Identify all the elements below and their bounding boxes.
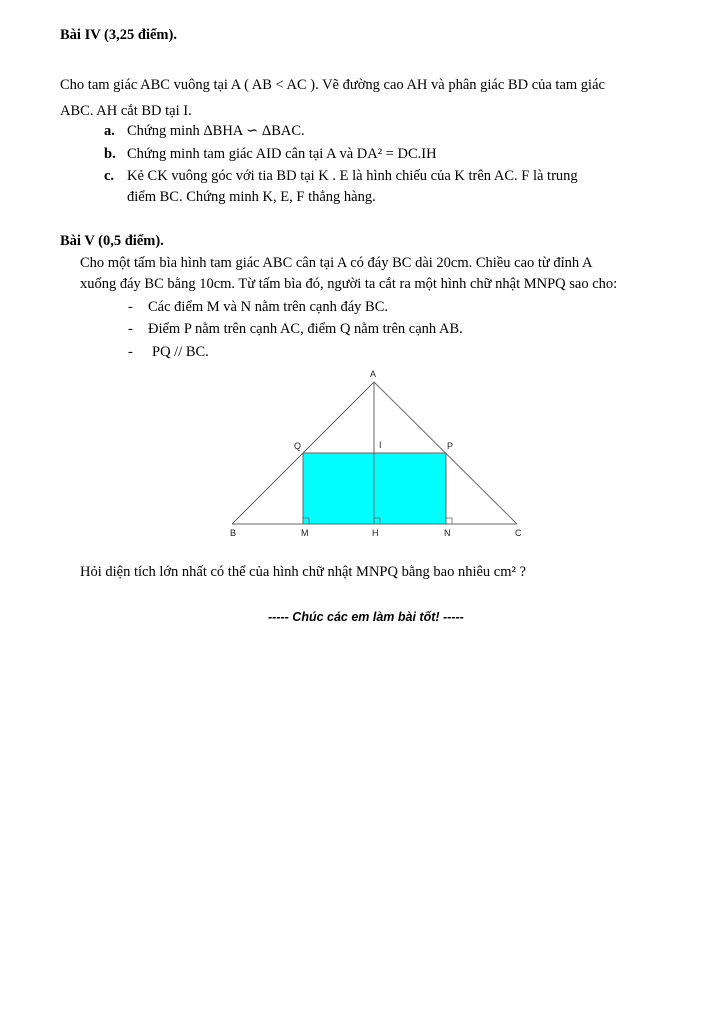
bai4-c-text-line2: điểm BC. Chứng minh K, E, F thẳng hàng. xyxy=(127,189,376,205)
bullet-dash: - xyxy=(128,344,133,360)
label-c: C xyxy=(515,528,522,538)
bai4-intro-line1: Cho tam giác ABC vuông tại A ( AB < AC ). Vẽ đường cao AH và phân giác BD của tam giác xyxy=(60,77,605,93)
bai5-line1: Cho một tấm bìa hình tam giác ABC cân tại A có đáy BC dài 20cm. Chiều cao từ đỉnh A xyxy=(80,255,593,271)
bai4-intro-line2: ABC. AH cắt BD tại I. xyxy=(60,103,192,119)
right-angle-n xyxy=(446,518,452,524)
label-a: A xyxy=(370,369,377,379)
label-p: P xyxy=(447,441,454,451)
bai4-a-text: Chứng minh ΔBHA ∽ ΔBAC. xyxy=(127,123,305,139)
footer-wish: ----- Chúc các em làm bài tốt! ----- xyxy=(268,610,464,624)
bai4-c-text-line1: Kẻ CK vuông góc với tia BD tại K . E là hình chiếu của K trên AC. F là trung xyxy=(127,168,578,184)
label-b: B xyxy=(230,528,237,538)
bai5-title: Bài V (0,5 điểm). xyxy=(60,233,164,249)
bai4-a-label: a. xyxy=(104,123,115,139)
bullet-dash: - xyxy=(128,321,133,337)
label-n: N xyxy=(444,528,451,538)
label-m: M xyxy=(301,528,309,538)
bai5-bullet-2: Điểm P nằm trên cạnh AC, điểm Q nằm trên cạnh AB. xyxy=(148,321,463,337)
label-q: Q xyxy=(294,441,302,451)
bai4-title: Bài IV (3,25 điểm). xyxy=(60,27,177,43)
label-i: I xyxy=(379,440,382,450)
label-h: H xyxy=(372,528,379,538)
bai4-b-text: Chứng minh tam giác AID cân tại A và DA² = DC.IH xyxy=(127,146,437,162)
bai5-bullet-1: Các điểm M và N nằm trên cạnh đáy BC. xyxy=(148,299,388,315)
bai4-b-label: b. xyxy=(104,146,116,162)
bai4-c-label: c. xyxy=(104,168,115,184)
bai5-line2: xuống đáy BC bằng 10cm. Từ tấm bìa đó, người ta cắt ra một hình chữ nhật MNPQ sao cho: xyxy=(80,276,618,292)
bai5-bullet-3: PQ // BC. xyxy=(152,344,209,360)
bullet-dash: - xyxy=(128,299,133,315)
bai5-question: Hỏi diện tích lớn nhất có thể của hình chữ nhật MNPQ bằng bao nhiêu cm² ? xyxy=(80,564,526,580)
